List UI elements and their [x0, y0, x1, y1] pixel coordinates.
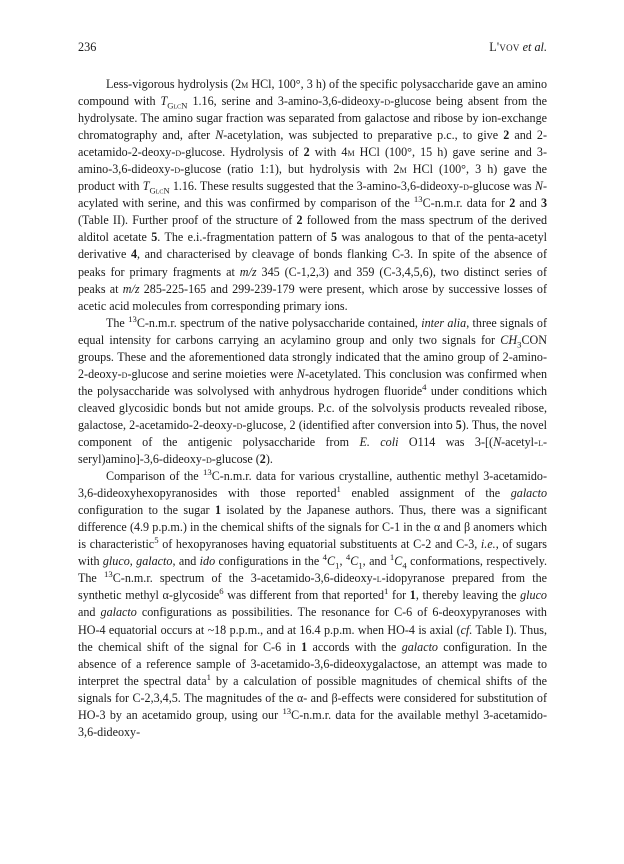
paragraph-comparison: Comparison of the $^{13}$C-n.m.r. data for various crystalline, authentic methyl 3-acetamido-3,6-dideoxyhexopyranosides with those reported$^1$ enabled assignment of the galacto configuration to the sugar 1 isolated by the Japanese authors. Thus, there was a significant difference (4.9 p.p.m.) in the chemical shifts of the signals for C-1 in the α and β anomers which is characteristic$^5$ of hexopyranoses having equatorial substituents at C-2 and C-3, i.e., of sugars with gluco, galacto, and ido configurations in the $^4C_1$, $^4C_1$, and $^1C_4$ conformations, respectively. The $^{13}$C-n.m.r. spectrum of the 3-acetamido-3,6-dideoxy-l-idopyranose prepared from the synthetic methyl α-glycoside$^6$ was different from that reported$^1$ for 1, thereby leaving the gluco and galacto configurations as possibilities. The resonance for C-6 of 6-deoxypyranoses with HO-4 equatorial occurs at ~18 p.p.m., and at 16.4 p.p.m. when HO-4 is axial (cf. Table I). Thus, the chemical shift of the signal for C-6 in 1 accords with the galacto configuration. In the absence of a reference sample of 3-acetamido-3,6-dideoxygalactose, an attempt was made to interpret the spectral data$^1$ by a calculation of possible magnitudes of chemical shifts of the signals for C-2,3,4,5. The magnitudes of the α- and β-effects were considered for substitution of HO-3 by an acetamido group, using our $^{13}$C-n.m.r. data for the available methyl 3-acetamido-3,6-dideoxy- — [78, 467, 548, 739]
page-number: 236 — [78, 40, 97, 54]
body-text — [78, 76, 547, 741]
paragraph-hydrolysis: Less-vigorous hydrolysis (2m HCl, 100°, 3 h) of the specific polysaccharide gave an amino compound with $T_{GlcN}$ 1.16, serine and 3-amino-3,6-dideoxy-d-glucose being absent from the hydrolysate. The amino sugar fraction was separated from galactose and ribose by ion-exchange chromatography and, after N-acetylation, was subjected to preparative p.c., to give 2 and 2-acetamido-2-deoxy-d-glucose. Hydrolysis of 2 with 4m HCl (100°, 15 h) gave serine and 3-amino-3,6-dideoxy-d-glucose (ratio 1:1), but hydrolysis with 2m HCl (100°, 3 h) gave the product with $T_{GlcN}$ 1.16. These results suggested that the 3-amino-3,6-dideoxy-d-glucose was N-acylated with serine, and this was confirmed by comparison of the $^{13}$C-n.m.r. data for 2 and 3 (Table II). Further proof of the structure of 2 followed from the mass spectrum of the derived alditol acetate 5. The e.i.-fragmentation pattern of 5 was analogous to that of the penta-acetyl derivative 4, and characterised by cleavage of bonds flanking C-3. In spite of the absence of peaks for primary fragments at m/z 345 (C-1,2,3) and 359 (C-3,4,5,6), two distinct series of peaks at m/z 285-225-165 and 299-239-179 were present, which arose by successive losses of acetic acid molecules from corresponding primary ions. — [78, 77, 548, 313]
paragraph-nmr-spectrum: The $^{13}$C-n.m.r. spectrum of the native polysaccharide contained, inter alia, three signals of equal intensity for carbons carrying an acylamino group and only two signals for $CH_3CON$ groups. These and the aforementioned data strongly indicated that the amino group of 2-amino-2-deoxy-d-glucose and serine moieties were N-acetylated. This conclusion was confirmed when the polysaccharide was solvolysed with anhydrous hydrogen fluoride$^4$ under conditions which cleaved glycosidic bonds but not amide groups. P.c. of the solvolysis products revealed ribose, galactose, 2-acetamido-2-deoxy-d-glucose, 2 (identified after conversion into 5). Thus, the novel component of the antigenic polysaccharide from E. coli O114 was 3-[(N-acetyl-l-seryl)amino]-3,6-dideoxy-d-glucose (2). — [78, 313, 547, 467]
running-title: L'vov et al. — [489, 40, 547, 54]
running-head — [78, 40, 547, 56]
